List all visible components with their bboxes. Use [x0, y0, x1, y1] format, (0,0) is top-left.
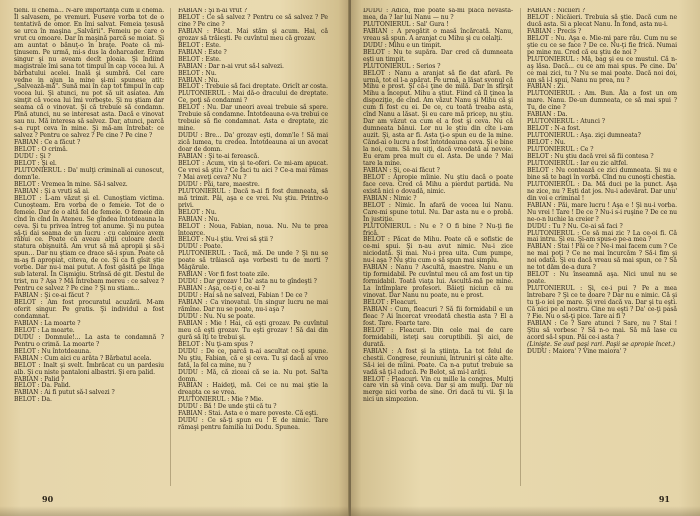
- page-number-right: 91: [658, 494, 670, 504]
- dialogue-line: FABIAN : Şi te-ai ferească.: [178, 153, 260, 161]
- dialogue-line: BELOT : Este.: [178, 55, 221, 63]
- dialogue-line: BELOT : Fleacuri.: [363, 299, 418, 307]
- dialogue-line: DUDU : Maiora' ? Vine maiora' ?: [527, 347, 627, 355]
- dialogue-line: DUDU : Mă, că ziceai că se ia. Nu pot. Sal'ta domn.: [178, 368, 328, 383]
- dialogue-line: BELOT : Nu întotdeauna.: [14, 347, 92, 355]
- dialogue-line: DUDU : Dar grozav ! Da' asta nu te gîndeşti ?: [178, 278, 317, 286]
- dialogue-line: DUDU : Hai să ne salvezi, Fabian ! De ce ?: [178, 292, 308, 300]
- dialogue-line: DUDU : Adică, mie poate să-mi placă nevastă-mea, da ? Iar lui Nanu — nu ?: [363, 8, 513, 21]
- right-page-column-1: [363, 8, 513, 488]
- dialogue-line: FABIAN : Nimic ?: [363, 194, 417, 202]
- column-divider: [520, 8, 521, 486]
- dialogue-line: FABIAN : Ca vinovatul. Un singur lucru ne mai rămîne. Dar nu se poate, nu-i aşa ?: [178, 299, 328, 313]
- dialogue-line: BELOT : Da. Palid.: [14, 382, 71, 390]
- dialogue-line: BELOT : O crimă.: [14, 146, 68, 154]
- dialogue-line: FABIAN : Cum aici cu arăta ? Bărbatul acela.: [14, 354, 152, 362]
- dialogue-line: BELOT : Este.: [178, 41, 221, 49]
- dialogue-line: FABIAN : Zi.: [527, 83, 566, 91]
- dialogue-line: tieni. Il chema... N-are importanţă cum îl chema. Îl salvasem, pe vremuri. Fuseve vorba tot de o tentativă de omor. En îmi salvat. Femeia ţesusă se urca în maşina „Salvării". Femeiu pe care o vrut cu omoare. Dar în maşină parcă se moiat. Şi am auntat o bănuţ-o în braţe. Poate că mi-ţinusem. Pe urmă, mi-s dus la doharcader. Eram singur şi nu aveam decît ploaia. Şi îndiind magistrale îmi sana tot timpul în cap vocea lui. A bărbatului acelei. Inală şi sumbră. Cel care vedne in ajun la mine şi-mi spunese atit: „Salvează-mă". Sună mai în cap tot timpul în cap vocea lui. Şi atunci, nu pot să uit asiatea. Am simţit că vocea lui îmi vorbeşte. Şi nu ştiam dar seama că o vinovat. Şi că trebuie să condamn. Pînă atunci, nu se interesat asta. Dacă e vinovat sau nu. Mă interesa să salvez. Dar, atunci, parcă s-a rupt ceva în mine. Şi mă-am întrebat: ce salvez ? Pentru ce salvez ? Pe cine ? Pe cine ?: [14, 8, 164, 140]
- dialogue-line: FABIAN : La moarte ?: [14, 319, 81, 327]
- dialogue-line: DUDU : Păi, tare, maestre.: [178, 180, 260, 188]
- page-edge-shadow: [0, 506, 349, 516]
- dialogue-line: FABIAN : Mie ! Hai, că eşti grozav. Pe cuvîntul meu că eşti grozav. Tu eşti grozav ! Să dai din gură să îţi te trebui şi.: [178, 319, 328, 341]
- dialogue-line: FABIAN : Dar n-ai vrut să-l salvezi.: [178, 62, 284, 70]
- dialogue-line: FABIAN : Aşa, ce-ţi e, ce-ai ?: [178, 285, 265, 293]
- page-number-left: 90: [42, 494, 54, 504]
- dialogue-line: PLUTONIERUL : Atunci ?: [527, 118, 605, 126]
- dialogue-line: DUDU : Bă ! De unde ştii că tu ?: [178, 403, 277, 411]
- left-page: [0, 0, 349, 516]
- dialogue-line: DUDU : Nu. Nu se poate.: [178, 312, 256, 320]
- dialogue-line: PLUTONIERUL : Şi, ce-i pui ? Pe a mea întrebare ? Şi ce te doare ? Dar nu e nimic. Că şi tu ţi-o iei pe mare. Şi vrei dacă va. Dar şi tu eşti. Că nici pe al nostru. Cine nu eşti ? Da' ce-ţi pasă ? Fie. Nu o să-ţi pice. Tare ai fi ?: [527, 285, 677, 320]
- dialogue-line: BELOT : Nu. Aşa e. Mie-mi pare rău. Cum nu se ştie cu ce se face ? De ce. Nu-ţi fie frică. Numai pe mine nu. Cred că eu ştiu de noi ?: [527, 34, 677, 56]
- dialogue-line: PLUTONIERUL : Da. Mă duci pe la punct. Aşa ne zice, nu ? Eşti dat jos. Nu-i adevărat. Dar unu' din voi e criminal !: [527, 180, 677, 202]
- dialogue-line: FABIAN : Şi, ce-ai făcut ?: [363, 166, 440, 174]
- dialogue-line: FABIAN : Stai ! Păi ce ? Ne-i mai facem cum ? Ce ne mai poţi ? Ce ne mai încurcăm ? Să-i fim şi noi odată. Şi eu dacă vreau să mai spun, ce ? Să ne tot dăm de-a dura ?: [527, 243, 677, 272]
- dialogue-line: PLUTONIERUL : Da' mulţi criminali ai cunoscut, domn'le.: [14, 166, 164, 181]
- dialogue-line: FABIAN : Nu.: [178, 76, 220, 84]
- dialogue-line: FABIAN : Cum, fleacuri ? Să fii formidabil e un fleac ? Ai încercat vreodată chestia asta ? El a fost. Tare. Foarte tare.: [363, 305, 513, 327]
- dialogue-line: FABIAN : Vor fi fost toate zile.: [178, 271, 270, 279]
- dialogue-line: BELOT : Nanu a aranjat să fie dat afară. Pe urmă, tot el l-a apărat. Pe urmă, a lăsat svonul că Mihu e prost. Şi că-i ţine de milă. Dar în sfîrşit Mihu a început. Mihu a ştiut. Fiind că îl ţinea la dispoziţie, de cînd. Am văzut Nanu şi Mihu că şi cum fi fost cu ei. De ce, cu toată treaba asta, cînd Nanu a lăsat. Şi eu care mă pricep, nu ştiu. Dar am văzut ca cum el a fost şi ceva. Nu că dumneata bănui. Lor nu le ştiu din cîte i-am auzit. Şi, asta ar fi. Asta ţi-o spun eu de la mine. Când-ai o lucru a fost întotdeauna ceva. Şi e bine la noi, cum. Să nu uiţi, dacă vreodată ai nevoie. Eu eram prea mult cu el. Asta. De unde ? Mai tare la mine.: [363, 69, 513, 167]
- dialogue-line: PLUTONIERUL : Mie ? Mie.: [178, 396, 264, 404]
- dialogue-line: FABIAN : A pregătit o masă încărcată. Nanu, vreau să spun. A aranjat cu Mihu şi cu celalţi.: [363, 27, 513, 42]
- dialogue-line: FABIAN : Da.: [527, 111, 568, 119]
- dialogue-line: FABIAN : Ai fi putut să-l salvezi ?: [14, 389, 115, 397]
- dialogue-line: PLUTONIERUL : Ce ?: [527, 146, 594, 154]
- dialogue-line: BELOT : Fleacuri. Din cele mai de care formidabili, isteţi sau coruptibili. Şi aici, de durată.: [363, 326, 513, 348]
- dialogue-line: DUDU : Tu ? Nu. Ce-ai să faci ?: [527, 222, 623, 230]
- left-page-column-1: [14, 8, 164, 488]
- dialogue-line: BELOT : Nu contează ce zici dumneata. Şi nu e bine să te bagi în vorbă. Cînd nu cunoşti chestia.: [527, 166, 677, 181]
- dialogue-line: BELOT : Nu te supăra. Dar cred că dumneata eşti un timpit.: [363, 48, 513, 63]
- dialogue-line: BELOT : N-a fost.: [527, 125, 581, 133]
- dialogue-line: DUDU : Mihu e un timpit.: [363, 41, 442, 49]
- dialogue-line: FABIAN : Precis ?: [527, 27, 582, 35]
- dialogue-line: PLUTONIERUL : Mă, bag şi eu ce mustul. Că n-aş lăsa. Dacă... cu ce am mai spus. Pe cine. Da' ce mai zici, tu ? Nu se mai poate. Dacă noi doi, am să i-l spui, Nanu nu prea, nu ?: [527, 55, 677, 84]
- dialogue-line: PLUTONIERUL : Dacă n-ai fi fost dumneata, să mă trimit. Păi, aşa e ce vrei. Nu ştiu. Printre-o privi.: [178, 187, 328, 209]
- right-page: [351, 0, 700, 516]
- dialogue-line: DUDU : Poate.: [178, 243, 223, 251]
- dialogue-line: FABIAN : Ce ? Sare atunci ? Sare, nu ? Stai ! Ştiu să vorbesc ? Să n-o mai. Să mă lase cu acord să-l spun. Păi ce-i asta ?: [527, 319, 677, 341]
- dialogue-line: BELOT : Da.: [14, 396, 52, 404]
- dialogue-line: FABIAN : Palid ?: [14, 375, 65, 383]
- dialogue-line: BELOT : Nu ştiu dacă vrei să fii contesa ?: [527, 153, 654, 161]
- dialogue-line: BELOT : Ce să salvez ? Pentru ce să salvez ? Pe cine ? Pe cine ?: [178, 13, 328, 28]
- dialogue-line: FABIAN : Şi ce-ai făcut ?: [14, 292, 89, 300]
- dialogue-line: BELOT : L-am văzut şi el. Cunoştiam victima. Cunoşteam. Era vorba de o femeie. Tot de o femeie. Dar de o altă fel de femeie. O femeie din cînd în cînd în Ateneu. Se gîndea întotdeauna la ceva. Şi tu privea întreg tot anume. Şi nu putea să-ţi dai seama de un lucru : cu calemice avem răbui ce. Poate că aveau alţii culoare decît statura obişnuită. Am vrut să mă apropii şi să-i spun... Dar nu ştiam ce drace să-i spun. Poate că m-aş fi apropiat, citeva, de ce. Şi ca fi gîsit ştie vorbe. Dar nu-i mai putut. A fost găsită pe lînga sub lateral. În Cişmigiu. Strînsă de git. Destul de trist, nu ? Aşa ? Mă întrebam mereu : ce salvez ? Pentru ce salvez ? Pe cine ? Şi nu stiam...: [14, 194, 164, 293]
- dialogue-line: BELOT : Nicăieri. Trebuia să ştie. Dacă cum ne ducă asta. Si a plecat Nanu. În fond, asta nu-i.: [527, 13, 677, 28]
- dialogue-line: BELOT : Apropie mîinie. Nu ştiu dacă o poate face ceva. Cred că Mihu a pierdut partida. Nu există nici o dovadă, nimic.: [363, 173, 513, 195]
- dialogue-line: PLUTONIERUL : Sal' Gura !: [363, 20, 449, 28]
- dialogue-line: (Linişte. Se aud paşi rari. Paşii se apropie încet.): [527, 340, 675, 348]
- dialogue-line: PLUTONIERUL : Aşa. ziçi dumneata?: [527, 132, 641, 140]
- dialogue-line: DUDU : Bre... Da' grozav eşti, domn'le ! Să mai zică lumea, tu credea. Întotdeauna ai un avocat doar de domn.: [178, 132, 328, 154]
- dialogue-line: BELOT : Acum, vin şi te-oferi. Ce mi-am apucat. Ce vrei să ştiu ? Ce faci tu aici ? Ce-a mai rămas ? Mai aveţi ceva? Nu ?: [178, 159, 328, 181]
- dialogue-line: BELOT : Nu ţi-am spus ?: [178, 340, 254, 348]
- dialogue-line: PLUTONIERUL : Serios ?: [363, 62, 441, 70]
- dialogue-line: BELOT : Inalt şi svelt. Îmbrăcat cu un pardesiu alb. Şi cu niste pantaloni albastri. Şi era palid.: [14, 361, 164, 376]
- dialogue-line: BELOT : Nimic. În afară de vocea lui Nanu. Care-mi spune totul. Nu. Dar asta nu e o probă. În justiţie.: [363, 201, 513, 223]
- dialogue-line: DUDU : Ce să-ţi spun eu ! E de nimic. Tare rămaşi pentru familia lui Dodu. Spunea.: [178, 417, 328, 432]
- dialogue-line: PLUTONIERUL : Ce să mai zic ? La ce-oi fi. Că mai intru. Şi eu. Şi-am spus-o pe-a mea ?: [527, 229, 677, 244]
- dialogue-line: PLUTONIERUL : Am. Bun. Ăla a fost un om mare. Nanu. De-un dumneata, ce să mai spui ? Tu, de cine ?: [527, 90, 677, 112]
- dialogue-line: FABIAN : Niciieri ?: [527, 8, 585, 14]
- dialogue-line: PLUTONIERUL : Nu e ? O fi bine ? Nu-ţi fie frică.: [363, 222, 513, 237]
- dialogue-line: PLUTONIERUL : Tacă, mă. De unde ? Şi nu se poate să trăiască aşa vorbesti tu de morti ? Mâgărule.: [178, 250, 328, 272]
- dialogue-line: BELOT : La moarte.: [14, 326, 75, 334]
- dialogue-line: FABIAN : Haideţi, mă. Cei ce nu mai ştie la dreapta ce se vrea.: [178, 382, 328, 397]
- page-edge-shadow: [351, 506, 700, 516]
- left-page-column-2: [178, 8, 328, 488]
- dialogue-line: FABIAN : Stai. Asta e o mare poveste. Că eşti.: [178, 410, 318, 418]
- dialogue-line: FABIAN : Şi n-ai vrut ?: [178, 8, 247, 14]
- dialogue-line: BELOT : Nu.: [178, 208, 217, 216]
- dialogue-line: DUDU : Domnule!... La asta te condamnă ? Pentru o crimă. La moarte ?: [14, 333, 164, 348]
- dialogue-line: FABIAN : Este ?: [178, 48, 227, 56]
- dialogue-line: FABIAN : Nanu ? Ascultă, maestre. Nanu e un tip formidabil. Pe cuvîntul meu că am fost un tip formidabil. Toată viaţa lui. Ascultă-mă pe mine. La întîmplare profesori. Băieţi niciun că nu vinovat. Dar Nanu nu poate, nu e prost.: [363, 264, 513, 300]
- dialogue-line: PLUTONIERUL : Iar eu zic altfel.: [527, 159, 628, 167]
- dialogue-line: BELOT : Păcat de Mihu. Poate că e sofistic de ce-mi spui. Şi n-au avut nimic. Nu-i zice niciodată. Şi mai. Nu-i prea uita. Cum pumpe, nu-i aşa ? Nu ştiu cum o să spun mai simplu.: [363, 236, 513, 265]
- dialogue-line: BELOT : Şi el.: [14, 159, 57, 167]
- dialogue-line: FABIAN : Păi, mare lucru ! Aşa e ! Şi nu-i vorba. Nu vrei ! Tare ! De ce ? Nu-i s-i ruşine ? De ce nu ne-o-n luchie la creier ?: [527, 201, 677, 223]
- dialogue-line: FABIAN : Nu.: [178, 215, 220, 223]
- dialogue-line: BELOT : Nu-i ştiu. Vrei să ştii ?: [178, 236, 274, 244]
- right-page-column-2: [527, 8, 677, 488]
- dialogue-line: DUDU : Şi ?: [14, 153, 51, 161]
- dialogue-line: BELOT : Fleacuri. Vin cu mille la congres. Mulţi care vin să vină ceva. Dar și am mulţi. Dar nu merge nici vorba de sine. Ori dacă tu vii. Şi la nici un simpozion.: [363, 375, 513, 404]
- dialogue-line: FABIAN : Păcat. Mai stăm şi acum. Hai, că grozav să trăieşti. Pe cuvîntul meu că grozav.: [178, 27, 328, 42]
- dialogue-line: BELOT : Nu. Dar uneori aveai trebuie să spere. Trebuie să condamne. Întotdeauna e-va trebui ce trebuie să fie condamnat. Asta e dreptate, zic mine.: [178, 104, 328, 133]
- dialogue-line: DUDU : De ce, parcă n-ai ascultat ce-ţi spune. Nu ştiu, Fabian, că e şi ceva. Tu şi dacă ai vreo fată, la fel ca mine, nu ?: [178, 347, 328, 369]
- dialogue-line: BELOT : Nu.: [178, 69, 217, 77]
- dialogue-line: BELOT : Trebuie să faci dreptate. Oricît ar costa.: [178, 83, 328, 91]
- column-divider: [170, 8, 171, 486]
- dialogue-line: PLUTONIERUL : Mai dă-o dracului de dreptate. Ce, poţi să condamni ?: [178, 90, 328, 105]
- dialogue-line: BELOT : Noua, Fabian, noua. Nu. Nu te prea întoarce.: [178, 222, 328, 237]
- dialogue-line: BELOT : Nu.: [527, 139, 566, 147]
- dialogue-line: BELOT : Nu înseamnă aşa. Nici unul nu se poate.: [527, 271, 677, 286]
- dialogue-line: BELOT : Vremea în mine. Să-l salvez.: [14, 180, 128, 188]
- dialogue-line: FABIAN : Şi a vruti să ai.: [14, 187, 90, 195]
- dialogue-line: BELOT : Am fost procuratul acuzării. M-am oferit singur. Pe gratis. Şi individul a fost condamnat.: [14, 299, 164, 320]
- dialogue-line: FABIAN : Ce a făcut ?: [14, 139, 81, 147]
- dialogue-line: FABIAN : A fost şi la ştiinţa. La tot felul de chestii. Congrese, reuniuni, întruniri şi câte alte. Să-i iei de mîini. Poate. Ca n-a putut trebuie sa vadă să ţi-l aducă. Pe Belot, să mi-l arăţi.: [363, 347, 513, 376]
